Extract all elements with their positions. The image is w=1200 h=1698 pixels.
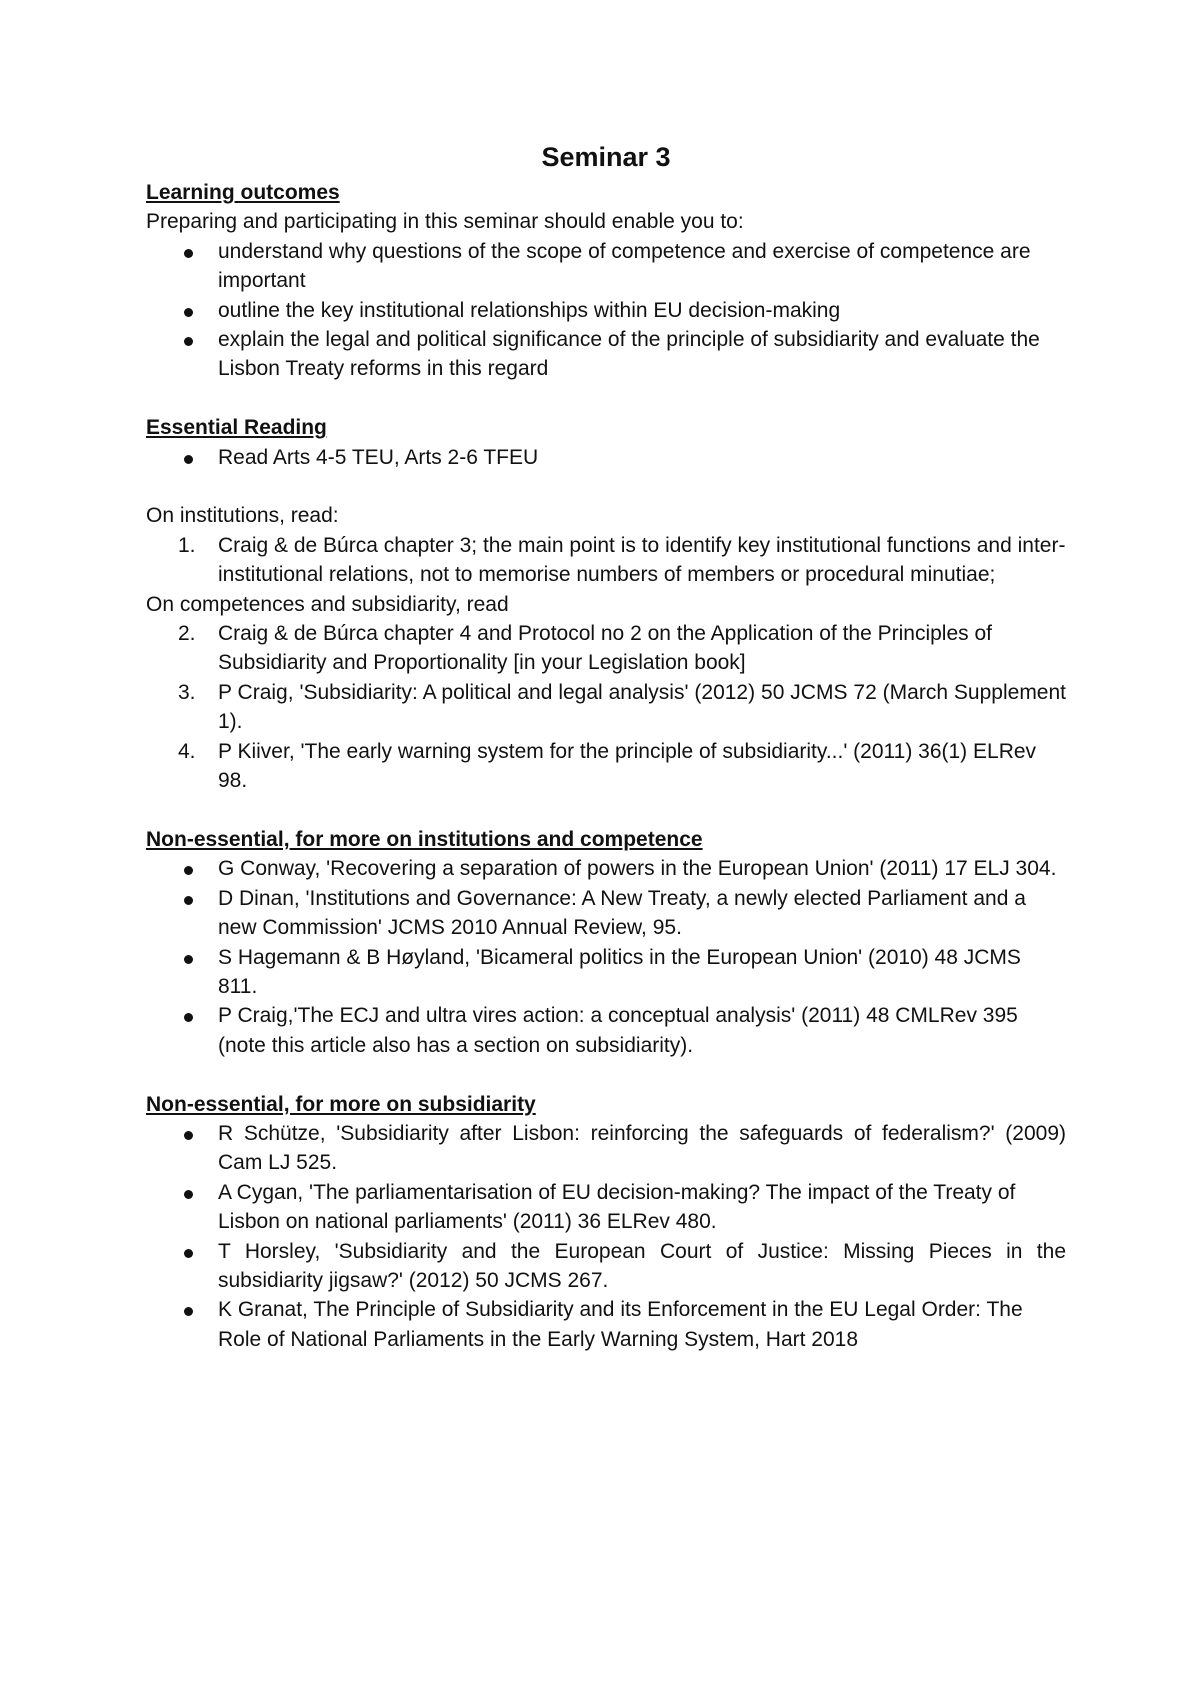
learning-outcomes-intro: Preparing and participating in this seminar should enable you to: [146,210,744,234]
bullet-icon [184,955,193,964]
list-item-text: A Cygan, 'The parliamentarisation of EU decision-making? The impact of the Treaty of Lisbon on national parliaments' (2011) 36 ELRev 480. [218,1180,1016,1234]
list-number: 3. [178,680,196,704]
bullet-icon [184,308,193,317]
list-item [146,1237,1066,1296]
list-item-text: G Conway, 'Recovering a separation of powers in the European Union' (2011) 17 ELJ 304. [218,857,1057,881]
list-item [146,854,1066,883]
competences-intro: On competences and subsidiarity, read [146,592,509,616]
nonessential-subsidiarity-heading: Non-essential, for more on subsidiarity [146,1092,536,1116]
document-page [146,140,1066,1354]
list-item-text: Read Arts 4-5 TEU, Arts 2-6 TFEU [218,445,539,469]
bullet-icon [184,249,193,258]
list-item-text: P Craig, 'Subsidiarity: A political and legal analysis' (2012) 50 JCMS 72 (March Supplement 1). [218,680,1066,734]
bullet-icon [184,866,193,875]
essential-reading-heading: Essential Reading [146,416,327,440]
list-item-text: P Kiiver, 'The early warning system for the principle of subsidiarity...' (2011) 36(1) ELRev 98. [218,739,1037,793]
spacer [146,1060,1066,1089]
learning-outcomes-list [146,237,1066,384]
competences-list [146,619,1066,795]
list-item-text: D Dinan, 'Institutions and Governance: A New Treaty, a newly elected Parliament and a new Commission' JCMS 2010 Annual Review, 95. [218,886,1026,940]
list-item [146,619,1066,678]
bullet-icon [184,1131,193,1140]
nonessential-institutions-heading: Non-essential, for more on institutions and competence [146,827,703,851]
spacer [146,384,1066,413]
bullet-icon [184,1249,193,1258]
list-item [146,1178,1066,1237]
nonessential-subsidiarity-list [146,1119,1066,1354]
list-item [146,531,1066,590]
list-item-text: understand why questions of the scope of competence and exercise of competence are important [218,239,1031,293]
list-item [146,443,1066,472]
list-item [146,737,1066,796]
list-item-text: explain the legal and political significance of the principle of subsidiarity and evaluate the Lisbon Treaty reforms in this regard [218,328,1040,381]
essential-reading-list [146,443,1066,472]
bullet-icon [184,1013,193,1022]
list-item-text: K Granat, The Principle of Subsidiarity and its Enforcement in the EU Legal Order: The Role of National Parliaments in the Early Warning System, Hart 2018 [218,1298,1023,1351]
spacer [146,472,1066,501]
list-item-text: outline the key institutional relationships within EU decision-making [218,298,841,322]
list-item [146,678,1066,737]
list-item [146,1119,1066,1178]
bullet-icon [184,1307,193,1316]
list-item [146,325,1066,384]
learning-outcomes-heading: Learning outcomes [146,181,340,204]
bullet-icon [184,896,193,905]
bullet-icon [184,337,193,346]
list-item-text: R Schütze, 'Subsidiarity after Lisbon: reinforcing the safeguards of federalism?' (2009) Cam LJ 525. [218,1121,1066,1175]
bullet-icon [184,455,193,464]
list-item-text: P Craig,'The ECJ and ultra vires action: a conceptual analysis' (2011) 48 CMLRev 395 (note this article also has a section on subsidiarity). [218,1004,1018,1057]
list-item [146,943,1066,1002]
nonessential-institutions-list [146,854,1066,1060]
list-item-text: Craig & de Búrca chapter 4 and Protocol no 2 on the Application of the Principles of Subsidiarity and Proportionality [in your Legislation book] [218,622,992,675]
list-item-text: T Horsley, 'Subsidiarity and the European Court of Justice: Missing Pieces in the subsidiarity jigsaw?' (2012) 50 JCMS 267. [218,1239,1066,1292]
list-item [146,1001,1066,1060]
list-item [146,237,1066,296]
list-number: 2. [178,622,196,646]
institutions-list [146,531,1066,590]
list-number: 1. [178,533,196,557]
list-item-text: S Hagemann & B Høyland, 'Bicameral politics in the European Union' (2010) 48 JCMS 811. [218,945,1021,998]
list-number: 4. [178,739,196,763]
page-title: Seminar 3 [541,142,671,172]
spacer [146,796,1066,825]
institutions-intro: On institutions, read: [146,504,339,528]
bullet-icon [184,1190,193,1199]
list-item [146,296,1066,325]
list-item [146,884,1066,943]
list-item [146,1295,1066,1354]
list-item-text: Craig & de Búrca chapter 3; the main point is to identify key institutional functions and inter-institutional relations, not to memorise numbers of members or procedural minutiae; [218,533,1066,587]
